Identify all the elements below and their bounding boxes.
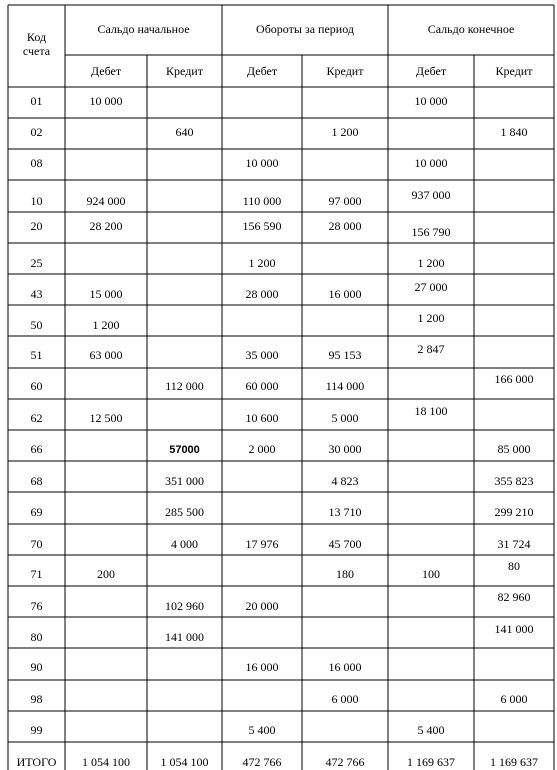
credit-cell: 5 000 xyxy=(331,411,359,425)
account-code: 80 xyxy=(30,630,43,644)
account-code: 62 xyxy=(30,411,43,425)
debit-cell: 110 000 xyxy=(242,194,282,208)
header-debit: Дебет xyxy=(246,64,278,78)
total-cell: 1 169 637 xyxy=(490,755,538,769)
credit-cell: 13 710 xyxy=(328,505,362,519)
header-credit: Кредит xyxy=(495,64,533,78)
credit-cell: 102 960 xyxy=(165,599,204,613)
credit-cell: 166 000 xyxy=(494,372,534,386)
table-grid xyxy=(8,5,554,770)
account-code: 71 xyxy=(30,567,43,581)
header-opening-balance: Сальдо начальное xyxy=(97,22,190,36)
credit-cell: 57000 xyxy=(169,444,200,456)
credit-cell: 6 000 xyxy=(500,692,528,706)
credit-cell: 114 000 xyxy=(325,379,365,393)
credit-cell: 299 210 xyxy=(494,505,534,519)
total-cell: 1 169 637 xyxy=(407,755,455,769)
table-cells xyxy=(17,22,538,769)
debit-cell: 924 000 xyxy=(86,194,126,208)
total-label: ИТОГО xyxy=(16,755,57,769)
debit-cell: 156 790 xyxy=(411,225,451,239)
credit-cell: 30 000 xyxy=(328,442,362,456)
credit-cell: 1 200 xyxy=(331,125,359,139)
account-code: 08 xyxy=(30,156,43,170)
debit-cell: 20 000 xyxy=(245,599,279,613)
credit-cell: 95 153 xyxy=(328,348,362,362)
debit-cell: 10 000 xyxy=(245,156,279,170)
account-code: 98 xyxy=(30,692,43,706)
account-code: 20 xyxy=(30,219,43,233)
account-code: 43 xyxy=(30,287,43,301)
credit-cell: 4 823 xyxy=(331,474,359,488)
account-code: 69 xyxy=(30,505,43,519)
credit-cell: 355 823 xyxy=(494,474,534,488)
header-debit: Дебет xyxy=(90,64,122,78)
debit-cell: 10 000 xyxy=(89,94,123,108)
header-code-label: Код xyxy=(26,30,47,44)
account-code: 01 xyxy=(30,94,43,108)
account-code: 99 xyxy=(30,723,43,737)
debit-cell: 17 976 xyxy=(245,537,279,551)
debit-cell: 10 000 xyxy=(414,156,448,170)
account-code: 66 xyxy=(30,442,43,456)
debit-cell: 27 000 xyxy=(414,280,448,294)
credit-cell: 16 000 xyxy=(328,287,362,301)
debit-cell: 156 590 xyxy=(242,219,282,233)
credit-cell: 285 500 xyxy=(165,505,204,519)
debit-cell: 10 600 xyxy=(245,411,279,425)
account-code: 70 xyxy=(30,537,43,551)
debit-cell: 35 000 xyxy=(245,348,279,362)
debit-cell: 2 847 xyxy=(417,342,445,356)
account-code: 90 xyxy=(30,660,43,674)
debit-cell: 1 200 xyxy=(417,256,445,270)
debit-cell: 28 000 xyxy=(245,287,279,301)
credit-cell: 141 000 xyxy=(165,630,204,644)
debit-cell: 2 000 xyxy=(248,442,276,456)
debit-cell: 63 000 xyxy=(89,348,123,362)
debit-cell: 15 000 xyxy=(89,287,123,301)
debit-cell: 5 400 xyxy=(248,723,276,737)
account-code: 68 xyxy=(30,474,43,488)
credit-cell: 4 000 xyxy=(171,537,198,551)
credit-cell: 180 xyxy=(336,567,354,581)
account-code: 60 xyxy=(30,379,43,393)
debit-cell: 12 500 xyxy=(89,411,123,425)
credit-cell: 640 xyxy=(175,125,194,139)
credit-cell: 6 000 xyxy=(331,692,359,706)
credit-cell: 80 xyxy=(508,559,520,573)
total-cell: 1 054 100 xyxy=(82,755,130,769)
credit-cell: 141 000 xyxy=(494,622,534,636)
account-code: 02 xyxy=(30,125,43,139)
debit-cell: 60 000 xyxy=(245,379,279,393)
credit-cell: 1 840 xyxy=(500,125,528,139)
header-period-turnover: Обороты за период xyxy=(256,22,354,36)
credit-cell: 31 724 xyxy=(497,537,531,551)
account-code: 76 xyxy=(30,599,43,613)
credit-cell: 45 700 xyxy=(328,537,362,551)
debit-cell: 18 100 xyxy=(414,404,448,418)
credit-cell: 28 000 xyxy=(328,219,362,233)
header-credit: Кредит xyxy=(166,64,203,78)
credit-cell: 351 000 xyxy=(165,474,204,488)
debit-cell: 1 200 xyxy=(417,311,445,325)
debit-cell: 200 xyxy=(97,567,115,581)
credit-cell: 97 000 xyxy=(328,194,362,208)
debit-cell: 100 xyxy=(422,567,440,581)
debit-cell: 937 000 xyxy=(411,188,451,202)
header-code-label: счета xyxy=(22,44,51,58)
credit-cell: 16 000 xyxy=(328,660,362,674)
credit-cell: 82 960 xyxy=(497,590,531,604)
account-code: 50 xyxy=(30,318,43,332)
debit-cell: 5 400 xyxy=(417,723,445,737)
header-credit: Кредит xyxy=(326,64,364,78)
total-cell: 472 766 xyxy=(242,755,282,769)
account-code: 25 xyxy=(30,256,43,270)
debit-cell: 16 000 xyxy=(245,660,279,674)
header-debit: Дебет xyxy=(415,64,447,78)
credit-cell: 112 000 xyxy=(165,379,204,393)
debit-cell: 10 000 xyxy=(414,94,448,108)
credit-cell: 85 000 xyxy=(497,442,531,456)
header-closing-balance: Сальдо конечное xyxy=(427,22,515,36)
total-cell: 1 054 100 xyxy=(160,755,209,769)
debit-cell: 1 200 xyxy=(248,256,276,270)
account-code: 10 xyxy=(30,194,43,208)
debit-cell: 28 200 xyxy=(89,219,123,233)
account-code: 51 xyxy=(30,348,43,362)
debit-cell: 1 200 xyxy=(92,318,120,332)
total-cell: 472 766 xyxy=(325,755,365,769)
